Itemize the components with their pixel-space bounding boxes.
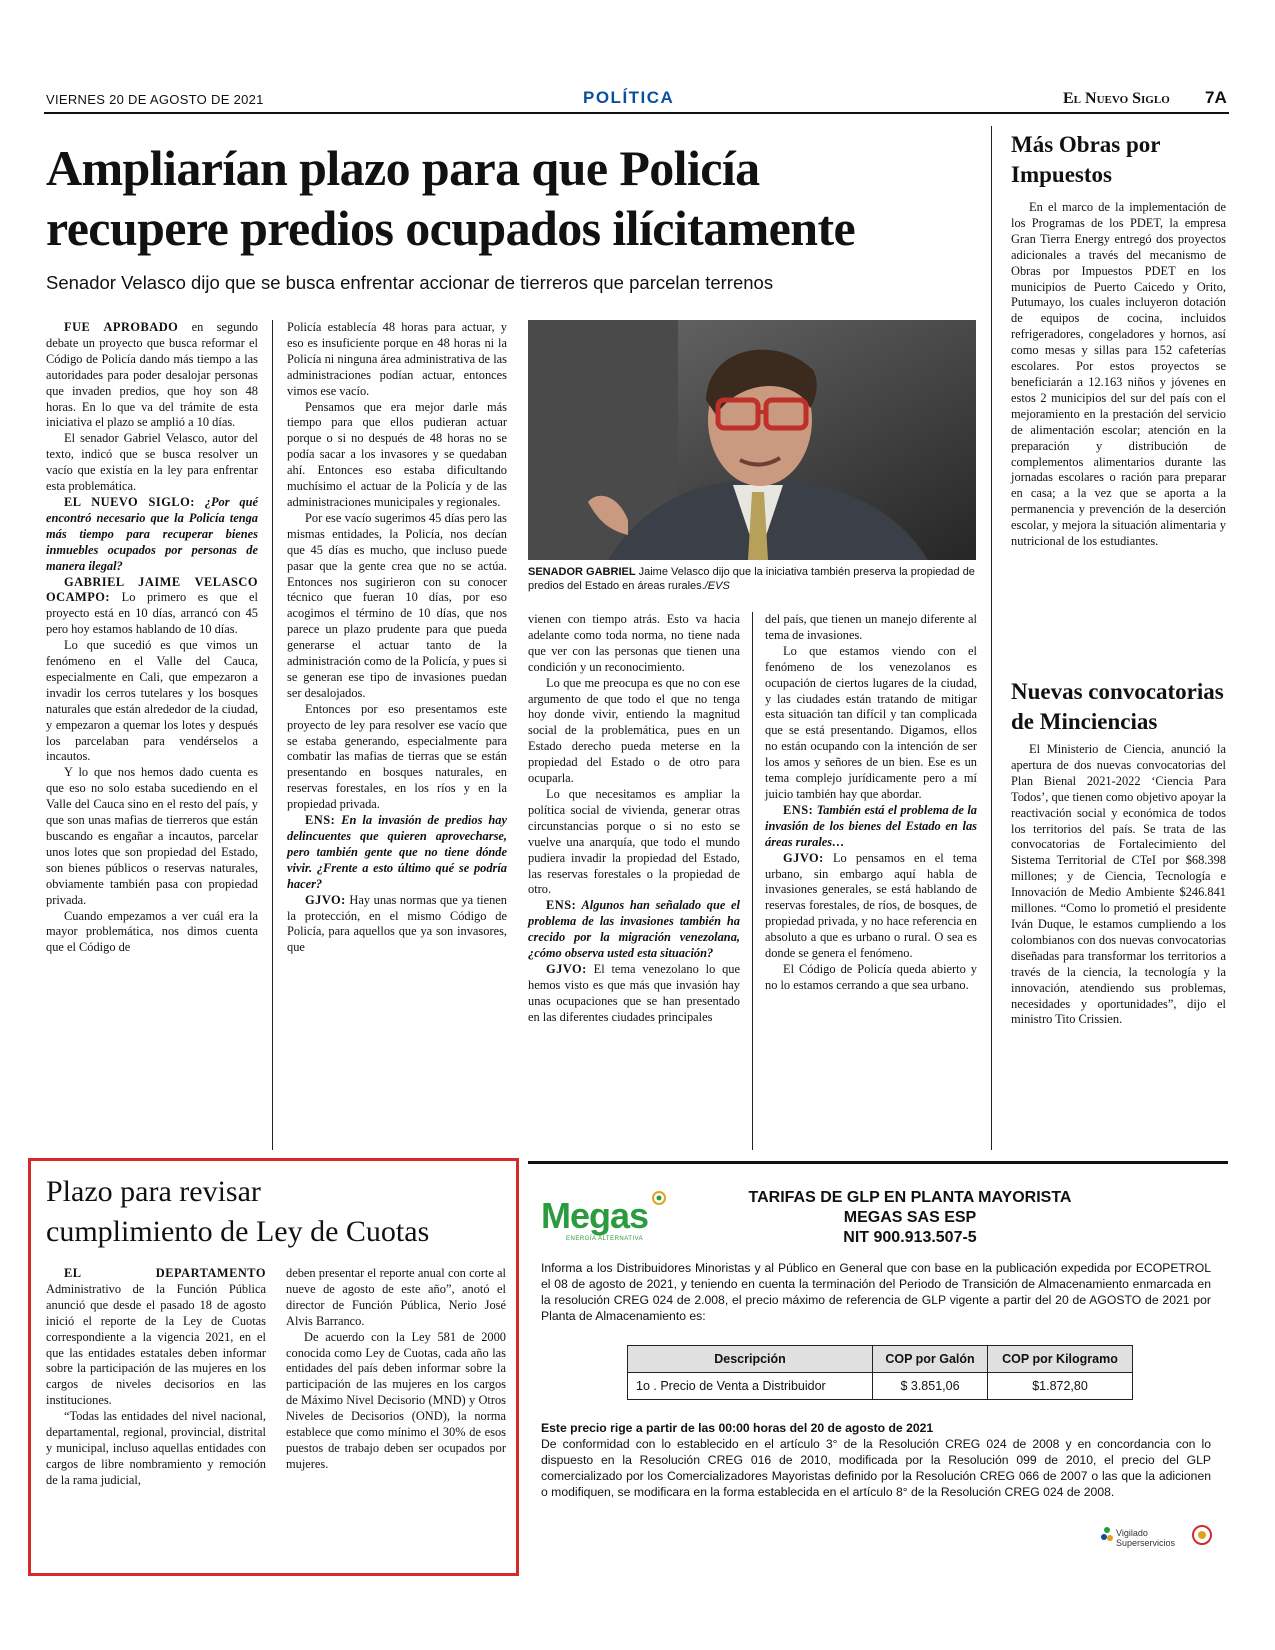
megas-logo-tagline: ENERGÍA ALTERNATIVA (566, 1236, 644, 1242)
table-header-kilogramo: COP por Kilogramo (988, 1346, 1133, 1373)
table-cell-kilogramo: $1.872,80 (988, 1373, 1133, 1400)
paragraph-lead: GABRIEL JAIME VELASCO OCAMPO: (46, 574, 258, 605)
sidebar-item-2-title: Nuevas convocatorias de Minciencias (1011, 679, 1224, 734)
paragraph-lead: EL DEPARTAMENTO (64, 1266, 266, 1280)
table-header-galon: COP por Galón (873, 1346, 988, 1373)
megas-logo: Megas (541, 1195, 649, 1236)
paragraph-lead: ENS: (305, 813, 336, 828)
sidebar-divider (991, 126, 992, 1150)
table-row (628, 1373, 1133, 1400)
paragraph: GJVO: Lo pensamos en el tema urbano, sin embargo aquí habla de invasiones generales, se está hablando de reservas forestales, de ríos, de bosques, de propiedad privada, y no hace referencia en absoluto a que es urbano o rural. O sea es donde se genera el fenómeno. (765, 850, 977, 961)
table-header-description: Descripción (628, 1346, 873, 1373)
paragraph: Lo que me preocupa es que no con ese argumento de que todo el que no tenga hoy donde vivir, entiendo la magnitud social de la problemática, pues en un Estado derecho pueda meterse en la propiedad del Estado o de otro para ocuparla. (528, 675, 740, 786)
issue-date: VIERNES 20 DE AGOSTO DE 2021 (46, 92, 264, 107)
vigilado-line-2: Superservicios (1116, 1538, 1176, 1548)
ad-intro: Informa a los Distribuidores Minoristas y al Público en General que con base en la publicación expedida por ECOPETROL el 08 de agosto de 2021, y teniendo en cuenta la terminación del Periodo de Transición de Almacenamiento enmarcada en la resolución CREG 024 de 2.008, el precio máximo de referencia de GLP vigente a partir del 20 de AGOSTO de 2021 por Planta de Almacenamiento es: (541, 1261, 1211, 1323)
header-rule (44, 112, 1229, 114)
paragraph-lead: FUE APROBADO (64, 320, 179, 334)
article-column-2 (287, 320, 507, 956)
section-name: POLÍTICA (583, 88, 675, 107)
ad-top-rule (528, 1161, 1228, 1164)
article-headline (46, 138, 986, 258)
ad-title-line-3: NIT 900.913.507-5 (843, 1229, 977, 1246)
article-column-1 (46, 320, 258, 956)
caption-text: Jaime Velasco dijo que la iniciativa también preserva la propiedad de predios del Estado en áreas rurales. (528, 566, 975, 592)
article-subhead: Senador Velasco dijo que se busca enfrentar accionar de tierreros que parcelan terrenos (46, 272, 774, 293)
sidebar-item-1-title: Más Obras por Impuestos (1011, 132, 1161, 187)
paragraph: Y lo que nos hemos dado cuenta es que eso no solo estaba sucediendo en el Valle del Cauca sino en el resto del país, y que son unas mafias de tierreros que están buscando es engañar a incautos, parcelar unos lotes que son propiedad del Estado, son bienes públicos o reservas naturales, obviamente también pasa con propiedad privada. (46, 765, 258, 907)
sidebar-item-1-text: En el marco de la implementación de los Programas de los PDET, la empresa Gran Tierra Energy entregó dos proyectos adicionales a través del mecanismo de Obras por Impuestos PDET en los municipios de Puerto Caicedo y Orito, Putumayo, los cuales incluyeron dotación de equipos de cocina, incluidos refrigeradores, congeladores y hornos, así como mesas y sillas para 152 cafeterías escolares. Por estos proyectos se beneficiarán a 12.163 niños y jóvenes en estos 2 municipios del sur del país con el mejoramiento en la prestación del servicio de alimentación escolar; atención en la preparación y distribución de complementos alimentarios durante las jornadas escolares o ración para preparar en casa; a la vez que se aporta a la permanencia y prevención de la deserción escolar, y mejora la situación alimentaria y nutricional de los estudiantes. (1011, 200, 1226, 549)
paragraph: GJVO: El tema venezolano lo que hemos visto es que más que invasión hay unas ocupaciones que se han presentado en las diferentes ciudades principales (528, 961, 740, 1024)
paragraph-lead: GJVO: (783, 850, 824, 865)
newspaper-name: El Nuevo Siglo (1063, 90, 1170, 107)
paragraph: FUE APROBADO en segundo debate un proyecto que busca reformar el Código de Policía dando más tiempo a las autoridades para poder desalojar personas que invaden predios, que hoy son 48 horas. En lo que va del trámite de esta iniciativa el plazo se amplió a 10 días. (46, 320, 258, 430)
paragraph: El senador Gabriel Velasco, autor del texto, indicó que se busca resolver un vacío que existía en la ley para enfrentar esta problemática. (46, 431, 258, 494)
question-text: También está el problema de la invasión de los bienes del Estado en las áreas rurales… (765, 802, 977, 849)
ad-validity: Este precio rige a partir de las 00:00 horas del 20 de agosto de 2021 (541, 1421, 934, 1435)
caption-credit: /EVS (704, 580, 730, 592)
paragraph-lead: GJVO: (546, 961, 587, 976)
paragraph-lead: EL NUEVO SIGLO: (64, 494, 195, 509)
paragraph: deben presentar el reporte anual con corte al nueve de agosto de este año”, anotó el director de Función Pública, Nerio José Alvis Barranco. (286, 1266, 506, 1328)
box-headline-line-2: cumplimiento de Ley de Cuotas (46, 1215, 430, 1248)
caption-lead: SENADOR GABRIEL (528, 566, 636, 578)
sidebar-item-2-text: El Ministerio de Ciencia, anunció la apertura de dos nuevas convocatorias del Plan Bienal 2021-2022 ‘Ciencia Para Todos’, que tienen como objetivo apoyar la reactivación social y económica de todos los territorios del país. Se trata de las convocatorias de Fortalecimiento del Sistema Territorial de CTeI por $68.398 millones; y de Ciencia, Tecnología e Innovación de Medio Ambiente $246.841 millones. “Como lo prometió el presidente Iván Duque, le estamos cumpliendo a los colombianos con dos nuevas convocatorias diseñadas para transformar los territorios a través de la ciencia, la tecnología y la innovación, atendiendo sus problemas, necesidades y oportunidades”, dijo el ministro Tito Crissien. (1011, 742, 1226, 1027)
paragraph: De acuerdo con la Ley 581 de 2000 conocida como Ley de Cuotas, cada año las entidades del país deben informar sobre la participación de las mujeres en los cargos de Máximo Nivel Decisorio (MND) y Otros Niveles de Decisorios (OND), la norma establece que como mínimo el 30% de esos puestos de trabajo deben ser ocupados por mujeres. (286, 1329, 506, 1471)
table-cell-description: 1o . Precio de Venta a Distribuidor (628, 1373, 873, 1400)
paragraph-lead: GJVO: (305, 892, 346, 907)
ad-title-line-2: MEGAS SAS ESP (843, 1209, 977, 1226)
paragraph: Cuando empezamos a ver cuál era la mayor problemática, nos dimos cuenta que el Código de (46, 908, 258, 955)
paragraph: Lo que necesitamos es ampliar la política social de vivienda, generar otras circunstancias porque o si no esto se vuelve una anarquía, que todo el mundo pudiera invadir la propiedad del Estado, las reservas forestales o la propiedad de otro. (528, 786, 740, 897)
question-text: ¿Por qué encontró necesario que la Policía tenga más tiempo para recuperar bienes inmuebles ocupados por personas de manera ilegal? (46, 494, 258, 573)
paragraph: Lo que estamos viendo con el fenómeno de los venezolanos es ocupación de ciertos lugares de la ciudad, y las ciudades están tratando de mitigar esta situación tan difícil y tan complicada que se está presentando. Digamos, ellos no están ocupando con la intención de ser los amos y señores de un bien. Ese es un tema complejo jurídicamente pero a mí juicio también hay que abordar. (765, 643, 977, 801)
question-text: En la invasión de predios hay delincuentes que quieren aprovecharse, pero también gente que no tiene dónde vivir. ¿Frente a esto último qué se podría hacer? (287, 813, 507, 891)
paragraph: Por ese vacío sugerimos 45 días pero las mismas entidades, la Policía, nos decían que 45 días es mucho, que incluso puede pasar que la gente crea que no se actúa. Entonces nos sugirieron con su conocer técnico que fueran 10 días, por eso acogimos el término de 10 días, que nos parece un plazo prudente para que pueda generarse el actuar tanto de la administración como de la Policía, y pues si se generan ese tipo de invasiones puedan ser desalojados. (287, 510, 507, 700)
ad-title-line-1: TARIFAS DE GLP EN PLANTA MAYORISTA (748, 1189, 1072, 1206)
box-headline-line-1: Plazo para revisar (46, 1175, 261, 1208)
paragraph: GJVO: Hay unas normas que ya tienen la protección, en el mismo Código de Policía, para aquellos que ya son invasores, que (287, 892, 507, 955)
paragraph: Lo que sucedió es que vimos un fenómeno en el Valle del Cauca, especialmente en Cali, que empezaron a invadir los cerros tutelares y los bosques naturales que están alrededor de la ciudad, y empezaron a quemar los lotes y después los parcelaban para vendérselos a incautos. (46, 638, 258, 764)
article-column-3 (528, 612, 740, 1026)
senator-photo (528, 320, 976, 560)
paragraph (528, 898, 740, 962)
table-cell-galon: $ 3.851,06 (873, 1373, 988, 1400)
paragraph: El Código de Policía queda abierto y no lo estamos cerrando a que sea urbano. (765, 961, 977, 992)
price-table (627, 1345, 1133, 1400)
paragraph: “Todas las entidades del nivel nacional, departamental, regional, provincial, distrital y municipal, incluso aquellas entidades con cargos de libre nombramiento y remoción de la rama judicial, (46, 1409, 266, 1487)
column-divider (752, 612, 753, 1150)
ad-title (700, 1188, 1120, 1248)
senator-photo-image (528, 320, 976, 560)
certification-seal-icon (1190, 1524, 1216, 1546)
paragraph (46, 495, 258, 575)
paragraph (287, 813, 507, 893)
box-column-1 (46, 1266, 266, 1489)
paragraph: Policía establecía 48 horas para actuar, y eso es insuficiente porque en 48 horas ni la Policía ni ninguna área administrativa de las administraciones podían actuar, entonces vimos ese vacío. (287, 320, 507, 398)
paragraph: GABRIEL JAIME VELASCO OCAMPO: Lo primero es que el proyecto está en 10 días, arrancó con 45 pero hoy estamos hablando de 10 días. (46, 574, 258, 637)
paragraph-lead: ENS: (546, 898, 577, 913)
box-column-2 (286, 1266, 506, 1473)
vigilado-line-1: Vigilado (1116, 1528, 1148, 1538)
paragraph (765, 803, 977, 851)
box-headline (46, 1172, 506, 1252)
paragraph: del país, que tienen un manejo diferente al tema de invasiones. (765, 612, 977, 642)
superservicios-icon (1100, 1526, 1114, 1544)
paragraph: vienen con tiempo atrás. Esto va hacia adelante como toda norma, no tiene nada que ver con las personas que tienen una condición y un reconocimiento. (528, 612, 740, 674)
column-divider (272, 320, 273, 1150)
ad-legal-text: De conformidad con lo establecido en el artículo 3° de la Resolución CREG 024 de 2008 y en concordancia con lo dispuesto en la Resolución CREG 016 de 2010, modificada por la Resolución 099 de 2010, el precio del GLP comercializado por los Comercializadores Mayoristas definido por la Resolución CREG 066 de 2007 o las que la adicionen o modifiquen, se modificara en la forma establecida en el artículo 8° de la Resolución CREG 024 de 2008. (541, 1437, 1211, 1499)
vigilado-label (1116, 1528, 1175, 1548)
paragraph: Pensamos que era mejor darle más tiempo para que ellos pudieran actuar porque o si no después de 48 horas no se podía sacar a los invasores y se quedaban ahí. Entonces eso estaba dificultando muchísimo el actuar de la Policía y de las administraciones municipales y regionales. (287, 399, 507, 509)
paragraph: EL DEPARTAMENTO Administrativo de la Función Pública anunció que desde el pasado 18 de agosto inició el reporte de la Ley de Cuotas correspondiente a la vigencia 2021, en el que las entidades estatales deben informar sobre la participación de las mujeres en los cargos de niveles decisorios en las instituciones. (46, 1266, 266, 1408)
question-text: Algunos han señalado que el problema de las invasiones también ha crecido por la migración venezolana, ¿cómo observa usted esta situación? (528, 898, 740, 961)
page-number: 7A (1205, 88, 1227, 107)
headline-line-2: recupere predios ocupados ilícitamente (46, 200, 856, 256)
paragraph-lead: ENS: (783, 802, 814, 817)
paragraph: Entonces por eso presentamos este proyecto de ley para resolver ese vacío que se estaba generando, especialmente para combatir las mafias de tierras que se están presentando en bosques naturales, en reservas forestales, en los ríos y en la propiedad privada. (287, 701, 507, 812)
headline-line-1: Ampliarían plazo para que Policía (46, 140, 760, 196)
photo-caption (528, 565, 976, 593)
article-column-4 (765, 612, 977, 994)
price-table-header (628, 1346, 1133, 1373)
megas-logo-icon (651, 1190, 667, 1206)
